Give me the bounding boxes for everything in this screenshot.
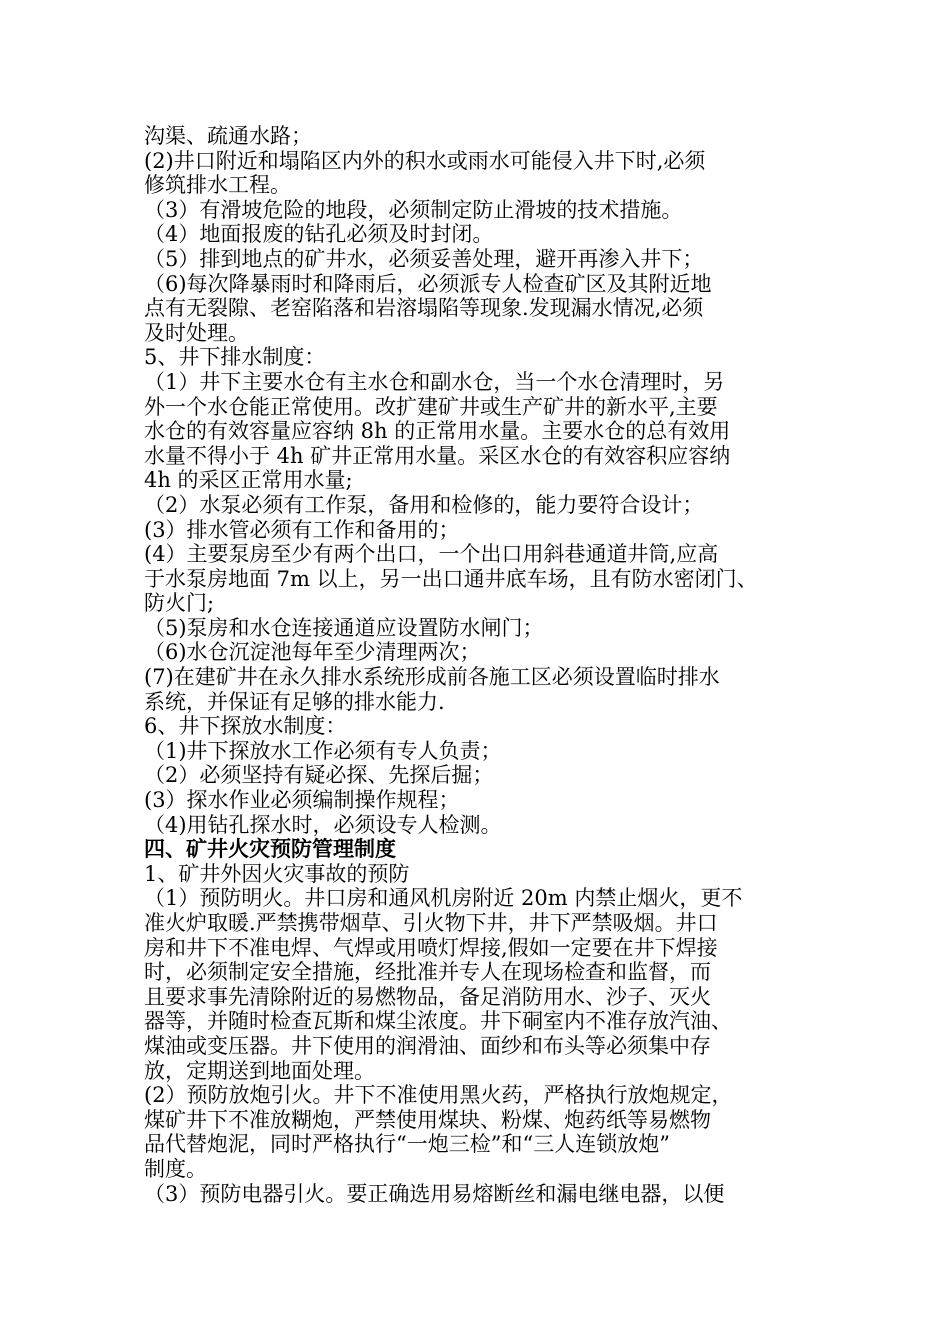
text-line: 防火门; [144,591,215,616]
text-line: 放，定期送到地面处理。 [144,1058,375,1083]
text-line: （1）井下主要水仓有主水仓和副水仓，当一个水仓清理时，另 [144,369,725,394]
text-line: 系统，并保证有足够的排水能力. [144,689,445,714]
text-line: （1）预防明火。井口房和通风机房附近 20m 内禁止烟火，更不 [144,886,743,911]
text-line: （4）地面报废的钻孔必须及时封闭。 [144,222,494,247]
text-line: (4）主要泵房至少有两个出口，一个出口用斜巷通道井筒,应高 [144,542,719,567]
text-line: （5)泵房和水仓连接通道应设置防水闸门； [144,615,544,640]
text-line: 制度。 [144,1156,207,1181]
text-line: 外一个水仓能正常使用。改扩建矿井或生产矿井的新水平,主要 [144,394,718,419]
text-line: 6、井下探放水制度： [144,714,347,739]
text-line: (7)在建矿井在永久排水系统形成前各施工区必须设置临时排水 [144,665,720,690]
text-line: （2）水泵必须有工作泵，备用和检修的，能力要符合设计； [144,492,704,517]
text-line: 煤油或变压器。井下使用的润滑油、面纱和布头等必须集中存 [144,1033,711,1058]
text-line: 水量不得小于 4h 矿井正常用水量。采区水仓的有效容积应容纳 [144,443,731,468]
text-line: （2）必须坚持有疑必探、先探后掘； [144,763,494,788]
text-line: （3）有滑坡危险的地段，必须制定防止滑坡的技术措施。 [144,197,683,222]
text-line: 修筑排水工程。 [144,173,291,198]
text-line: 且要求事先清除附近的易燃物品，备足消防用水、沙子、灭火 [144,984,711,1009]
text-line: 器等，并随时检查瓦斯和煤尘浓度。井下硐室内不准存放汽油、 [144,1009,732,1034]
text-line: （3）预防电器引火。要正确选用易熔断丝和漏电继电器，以便 [144,1181,725,1206]
text-line: 点有无裂隙、老窑陷落和岩溶塌陷等现象.发现漏水情况,必须 [144,296,704,321]
text-line: (3）探水作业必须编制操作规程； [144,788,460,813]
text-line: （6)每次降暴雨时和降雨后，必须派专人检查矿区及其附近地 [144,271,712,296]
text-line: 房和井下不准电焊、气焊或用喷灯焊接,假如一定要在井下焊接 [144,935,718,960]
text-line: 4h 的采区正常用水量; [144,468,353,493]
text-line: （5）排到地点的矿井水，必须妥善处理，避开再渗入井下； [144,246,704,271]
section-heading: 四、矿井火灾预防管理制度 [144,836,396,862]
text-line: 5、井下排水制度： [144,345,326,370]
document-body [144,124,834,1206]
text-line: 水仓的有效容量应容纳 8h 的正常用水量。主要水仓的总有效用 [144,419,731,444]
text-line: (3）排水管必须有工作和备用的； [144,517,460,542]
text-line: 时，必须制定安全措施，经批准并专人在现场检查和监督，而 [144,960,711,985]
text-line: （1)井下探放水工作必须有专人负责； [144,738,502,763]
text-line: (2）预防放炮引火。井下不准使用黑火药，严格执行放炮规定， [144,1083,733,1108]
text-line: 于水泵房地面 7m 以上，另一出口通井底车场，且有防水密闭门、 [144,566,758,591]
text-line: 品代替炮泥，同时严格执行“一炮三检”和“三人连锁放炮” [144,1132,670,1157]
text-line: 及时处理。 [144,320,249,345]
text-line: 沟渠、疏通水路； [144,124,312,148]
text-line: （6)水仓沉淀池每年至少清理两次； [144,640,481,665]
text-line: 煤矿井下不准放糊炮，严禁使用煤块、粉煤、炮药纸等易燃物 [144,1107,711,1132]
text-line: 准火炉取暖.严禁携带烟草、引火物下井，井下严禁吸烟。井口 [144,911,718,935]
text-line: （4)用钻孔探水时，必须设专人检测。 [144,812,502,837]
text-line: (2)井口附近和塌陷区内外的积水或雨水可能侵入井下时,必须 [144,148,706,173]
text-line: 1、矿井外因火灾事故的预防 [144,861,410,886]
